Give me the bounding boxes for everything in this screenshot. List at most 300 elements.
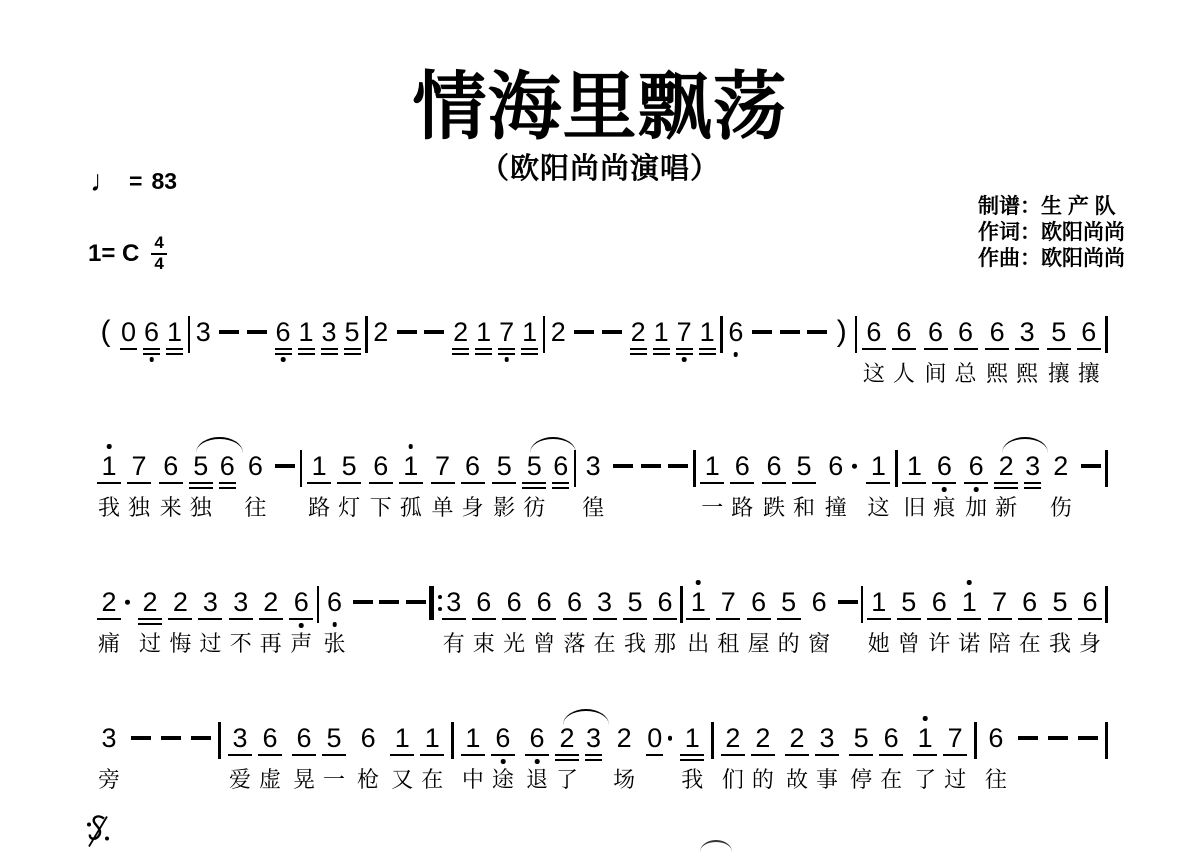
- lyric-syllable: 往: [244, 495, 267, 520]
- lyric-syllable: 中: [461, 767, 484, 792]
- note-token: 7: [673, 316, 696, 348]
- lyric-syllable: 不: [229, 631, 252, 656]
- note-token: 5 一: [323, 723, 346, 792]
- lyric-syllable: 痛: [97, 631, 120, 656]
- tempo-marking: [90, 164, 178, 198]
- note-token: 1 孤: [396, 450, 426, 520]
- note-token: 1: [298, 317, 314, 347]
- music-system-1: [94, 316, 1108, 386]
- note-token: 7 独: [127, 451, 150, 520]
- lyric-syllable: 灯: [338, 495, 361, 520]
- beam-group: [782, 722, 842, 792]
- credit-arranger: 制谱：生 产 队: [978, 195, 1116, 218]
- dash-bar: [424, 330, 444, 334]
- dash-note: [599, 316, 625, 348]
- beam-group: [899, 450, 959, 520]
- lyric-syllable: 在: [880, 767, 903, 792]
- note-token: 3 爱: [228, 723, 251, 792]
- dash-note: [272, 450, 298, 482]
- note-token: 1: [653, 317, 669, 347]
- lyric-syllable: 影: [493, 495, 516, 520]
- dash-note: [1078, 450, 1104, 482]
- beam-group: [289, 722, 349, 792]
- lyric-syllable: 伤: [1049, 495, 1072, 520]
- dash-bar: [397, 330, 417, 334]
- lyric-syllable: 了: [556, 767, 579, 792]
- octave-dot-below: [299, 623, 304, 628]
- note-token: 1 我: [681, 723, 704, 792]
- tempo-bpm: 83: [151, 168, 178, 194]
- dash-note: [394, 316, 420, 348]
- dash-bar: [668, 464, 688, 468]
- beam-group: [643, 722, 707, 792]
- credit-composer: 作曲：欧阳尚尚: [978, 247, 1125, 270]
- note-token: 6 虚: [258, 723, 281, 792]
- note-token: 3 在: [593, 587, 616, 656]
- lyric-syllable: 路: [308, 495, 331, 520]
- note-token: 5 的: [777, 587, 800, 656]
- barline: [218, 722, 221, 759]
- lyric-syllable: 痕: [933, 495, 956, 520]
- lyric-syllable: 攘: [1077, 361, 1100, 386]
- note-token: 6 许: [928, 587, 951, 656]
- beam-group: [859, 316, 919, 386]
- note-token: 6 在: [880, 723, 903, 792]
- note-token: 3 不: [229, 587, 252, 656]
- lyric-syllable: 爱: [228, 767, 251, 792]
- note-token: 3 徨: [582, 451, 605, 520]
- note-token: 0: [643, 722, 666, 754]
- note-token: 6 身: [461, 451, 484, 520]
- dash-note: [403, 586, 429, 618]
- barline: [1105, 316, 1108, 353]
- note-token: 6 退: [526, 723, 549, 792]
- note-token: 6 张: [323, 587, 346, 656]
- beam-group: [620, 586, 680, 656]
- barline: [693, 450, 696, 487]
- note-token: 0: [120, 317, 137, 347]
- note-token: 5 和: [792, 451, 815, 520]
- dash-note: [1075, 722, 1101, 754]
- note-token: 1: [699, 317, 715, 347]
- dash-bar: [780, 330, 800, 334]
- beam-group: [366, 450, 426, 520]
- beam-group: [759, 450, 819, 520]
- lyric-syllable: 那: [653, 631, 676, 656]
- dash-bar: [1018, 736, 1038, 740]
- dash-note: [610, 450, 636, 482]
- beam-group: [94, 450, 154, 520]
- credit-lyricist: 作词：欧阳尚尚: [978, 221, 1125, 244]
- lyric-syllable: 和: [792, 495, 815, 520]
- dash-note: [749, 316, 775, 348]
- beam-group: [439, 586, 499, 656]
- dash-note: [376, 586, 402, 618]
- octave-dot-below: [535, 759, 540, 764]
- song-subtitle: （欧阳尚尚演唱）: [479, 153, 720, 185]
- barline: [188, 316, 191, 353]
- octave-dot-below: [504, 357, 509, 362]
- beam-group: [458, 722, 518, 792]
- octave-dot-above: [923, 716, 928, 721]
- note-token: 1: [166, 317, 183, 347]
- lyric-syllable: 这: [862, 361, 885, 386]
- note-token: 5 独: [186, 450, 216, 520]
- note-token: 7: [495, 316, 518, 348]
- credits-block: [978, 194, 1125, 272]
- note-token: 6 晃: [293, 723, 316, 792]
- note-token: 7 单: [431, 451, 454, 520]
- lyric-syllable: 我: [1049, 631, 1072, 656]
- note-token: 6 光: [503, 587, 526, 656]
- beam-group: [165, 586, 225, 656]
- lyric-syllable: 独: [127, 495, 150, 520]
- note-token: 1 在: [421, 723, 444, 792]
- song-title: 情海里飘荡: [412, 65, 788, 148]
- lyric-syllable: 跌: [762, 495, 785, 520]
- note-token: 1 我: [94, 450, 124, 520]
- octave-dot-above: [409, 444, 414, 449]
- lyric-syllable: 虚: [258, 767, 281, 792]
- beam-group: [846, 722, 906, 792]
- note-token: 2 的: [751, 723, 774, 792]
- note-token: 6 人: [892, 317, 915, 386]
- augmentation-dot: [852, 464, 857, 469]
- beam-group: [982, 316, 1042, 386]
- lyric-syllable: 下: [369, 495, 392, 520]
- lyric-syllable: 场: [613, 767, 636, 792]
- note-token: 1 出: [683, 586, 713, 656]
- dash-note: [571, 316, 597, 348]
- note-token: 5 停: [850, 723, 873, 792]
- lyric-syllable: 过: [199, 631, 222, 656]
- lyric-syllable: 在: [1018, 631, 1041, 656]
- note-token: 3: [195, 317, 211, 347]
- note-token: 6 间: [924, 317, 947, 386]
- lyric-syllable: 我: [623, 631, 646, 656]
- key-label: 1= C: [88, 239, 140, 267]
- beam-group: [522, 722, 605, 792]
- octave-dot-above: [967, 580, 972, 585]
- beam-group: [1044, 316, 1104, 386]
- note-token: 2 故: [785, 723, 808, 792]
- dash-note: [665, 450, 691, 482]
- lyric-syllable: 一: [323, 767, 346, 792]
- barline: [855, 316, 858, 353]
- note-token: 6: [553, 451, 569, 481]
- dash-note: [835, 586, 861, 618]
- barline: [543, 316, 546, 353]
- note-token: 6 窗: [808, 587, 831, 656]
- lyric-syllable: 身: [461, 495, 484, 520]
- dash-bar: [247, 330, 267, 334]
- octave-dot-below: [149, 357, 154, 362]
- lyric-syllable: 声: [290, 631, 313, 656]
- note-token: 3 有: [442, 587, 465, 656]
- lyric-syllable: 孤: [399, 495, 422, 520]
- repeat-thick-bar: [429, 586, 434, 620]
- barline: [1105, 586, 1108, 623]
- lyric-syllable: 再: [259, 631, 282, 656]
- beam-group: [226, 586, 286, 656]
- octave-dot-below: [942, 487, 947, 492]
- note-token: 6 路: [731, 451, 754, 520]
- dash-bar: [752, 330, 772, 334]
- lyric-syllable: 陪: [988, 631, 1011, 656]
- note-token: 1 路: [308, 451, 331, 520]
- lyric-syllable: 退: [526, 767, 549, 792]
- note-token: 6 熙: [986, 317, 1009, 386]
- note-token: 1 她: [867, 587, 890, 656]
- note-token: 6 在: [1018, 587, 1041, 656]
- octave-dot-above: [696, 580, 701, 585]
- beam-group: [910, 722, 970, 792]
- lyric-syllable: 的: [777, 631, 800, 656]
- note-token: 5 攘: [1047, 317, 1070, 386]
- note-token: 6 下: [369, 451, 392, 520]
- note-token: 6 这: [862, 317, 885, 386]
- lyric-syllable: 窗: [808, 631, 831, 656]
- dash-bar: [807, 330, 827, 334]
- lyric-syllable: 在: [593, 631, 616, 656]
- dash-bar: [641, 464, 661, 468]
- lyric-syllable: 总: [954, 361, 977, 386]
- quarter-note-icon: ♩: [90, 164, 120, 198]
- beam-group: [94, 316, 186, 348]
- beam-group: [560, 586, 620, 656]
- lyric-syllable: 束: [472, 631, 495, 656]
- barline: [720, 316, 723, 353]
- note-token: 2: [453, 317, 469, 347]
- lyric-syllable: 身: [1079, 631, 1102, 656]
- barline: [895, 450, 898, 487]
- note-token: 6 屋: [747, 587, 770, 656]
- lyric-syllable: 有: [442, 631, 465, 656]
- lyric-syllable: 来: [159, 495, 182, 520]
- next-line-slur-fragment: [700, 840, 732, 852]
- note-token: 3 熙: [1016, 317, 1039, 386]
- note-token: 2: [550, 317, 566, 347]
- note-token: 3: [321, 317, 337, 347]
- barline: [974, 722, 977, 759]
- lyric-syllable: 悔: [169, 631, 192, 656]
- dash-bar: [1081, 464, 1101, 468]
- barline: [1105, 450, 1108, 487]
- note-token: 6 束: [472, 587, 495, 656]
- lyric-syllable: 攘: [1047, 361, 1070, 386]
- barline: [574, 450, 577, 487]
- note-token: 6 加: [965, 451, 988, 520]
- lyric-syllable: 在: [421, 767, 444, 792]
- note-token: 5: [344, 317, 360, 347]
- dash-note: [1045, 722, 1071, 754]
- lyric-syllable: 新: [995, 495, 1018, 520]
- lyric-syllable: 熙: [1016, 361, 1039, 386]
- key-signature: [88, 234, 167, 274]
- lyric-syllable: 熙: [986, 361, 1009, 386]
- dash-note: [350, 586, 376, 618]
- note-token: 2: [373, 317, 389, 347]
- dash-note: [421, 316, 447, 348]
- note-token: 3 旁: [97, 723, 120, 792]
- dash-bar: [379, 600, 399, 604]
- lyric-syllable: 人: [892, 361, 915, 386]
- note-token: 6 痕: [933, 451, 956, 520]
- note-token: 3: [1025, 451, 1041, 481]
- lyric-syllable: 张: [323, 631, 346, 656]
- beam-group: [627, 316, 719, 348]
- note-token: 6 落: [563, 587, 586, 656]
- lyric-syllable: 我: [97, 495, 120, 520]
- note-token: 6 身: [1079, 587, 1102, 656]
- note-token: 6 途: [491, 723, 514, 792]
- dash-bar: [353, 600, 373, 604]
- beam-group: [718, 722, 778, 792]
- lyric-syllable: 途: [491, 767, 514, 792]
- parenthesis: (: [100, 315, 111, 348]
- note-token: 7 过: [944, 723, 967, 792]
- lyric-syllable: 往: [984, 767, 1007, 792]
- note-token: 6: [272, 316, 295, 348]
- lyric-syllable: 光: [503, 631, 526, 656]
- dash-bar: [161, 736, 181, 740]
- time-signature-denominator: 4: [154, 254, 164, 274]
- dash-note: [804, 316, 830, 348]
- lyric-syllable: 又: [391, 767, 414, 792]
- note-token: 2 过: [138, 587, 161, 656]
- segno-icon: [85, 813, 111, 855]
- note-token: 2 了: [552, 722, 582, 792]
- dash-bar: [191, 736, 211, 740]
- beam-group: [744, 586, 804, 656]
- note-token: 2 再: [259, 587, 282, 656]
- octave-dot-above: [107, 444, 112, 449]
- note-token: 1 诺: [954, 586, 984, 656]
- octave-dot-below: [281, 357, 286, 362]
- dash-bar: [275, 464, 295, 468]
- music-system-4: [94, 722, 1108, 792]
- note-token: 3 事: [815, 723, 838, 792]
- lyric-syllable: 许: [928, 631, 951, 656]
- beam-group: [94, 586, 165, 656]
- lyric-syllable: 徨: [582, 495, 605, 520]
- lyric-syllable: 枪: [357, 767, 380, 792]
- lyric-syllable: 停: [850, 767, 873, 792]
- dash-note: [1015, 722, 1041, 754]
- note-token: 6: [140, 316, 163, 348]
- beam-group: [683, 586, 743, 656]
- note-token: 2 悔: [169, 587, 192, 656]
- lyric-syllable: 这: [867, 495, 890, 520]
- time-signature-numerator: 4: [151, 234, 166, 255]
- dash-note: [638, 450, 664, 482]
- lyric-syllable: 晃: [293, 767, 316, 792]
- dash-bar: [131, 736, 151, 740]
- note-token: 2 新: [991, 450, 1021, 520]
- note-token: 5 彷: [519, 450, 549, 520]
- barline: [300, 450, 303, 487]
- beam-group: [304, 450, 364, 520]
- note-token: 1 旧: [903, 451, 926, 520]
- note-token: 2 伤: [1049, 451, 1072, 520]
- octave-dot-below: [332, 622, 337, 627]
- dash-bar: [1048, 736, 1068, 740]
- lyric-syllable: 旧: [903, 495, 926, 520]
- beam-group: [985, 586, 1045, 656]
- note-token: 2 们: [721, 723, 744, 792]
- lyric-syllable: 过: [944, 767, 967, 792]
- beam-group: [428, 450, 488, 520]
- dash-note: [158, 722, 184, 754]
- beam-group: [489, 450, 572, 520]
- note-token: 2: [630, 317, 646, 347]
- beam-group: [272, 316, 364, 348]
- note-token: 7 陪: [988, 587, 1011, 656]
- note-token: 6 撞: [821, 450, 851, 520]
- note-token: 6: [724, 316, 747, 348]
- barline: [711, 722, 714, 759]
- note-token: 6 枪: [357, 723, 380, 792]
- music-system-3: [94, 586, 1108, 656]
- lyric-syllable: 曾: [897, 631, 920, 656]
- lyric-syllable: 独: [189, 495, 212, 520]
- note-token: 6 声: [290, 587, 313, 656]
- beam-group: [1045, 586, 1105, 656]
- barline: [365, 316, 368, 353]
- lyric-syllable: 一: [701, 495, 724, 520]
- note-token: 3 过: [199, 587, 222, 656]
- dash-note: [777, 316, 803, 348]
- beam-group: [921, 316, 981, 386]
- note-token: 5 曾: [897, 587, 920, 656]
- note-token: 6 往: [244, 451, 267, 520]
- lyric-syllable: 单: [431, 495, 454, 520]
- note-token: 3: [586, 723, 602, 753]
- beam-group: [697, 450, 757, 520]
- lyric-syllable: 加: [965, 495, 988, 520]
- lyric-syllable: 彷: [523, 495, 546, 520]
- beam-group: [924, 586, 984, 656]
- tempo-equals: =: [129, 168, 143, 194]
- octave-dot-below: [974, 487, 979, 492]
- beam-group: [156, 450, 239, 520]
- note-token: 1 一: [701, 451, 724, 520]
- dash-bar: [838, 600, 858, 604]
- lyric-syllable: 的: [751, 767, 774, 792]
- lyric-syllable: 过: [138, 631, 161, 656]
- note-token: 5 我: [1049, 587, 1072, 656]
- lyric-syllable: 曾: [533, 631, 556, 656]
- octave-dot-below: [501, 759, 506, 764]
- note-token: 6 跌: [762, 451, 785, 520]
- note-token: 1 又: [391, 723, 414, 792]
- note-token: 2 场: [613, 723, 636, 792]
- lyric-syllable: 撞: [824, 495, 847, 520]
- beam-group: [387, 722, 447, 792]
- lyric-syllable: 租: [717, 631, 740, 656]
- lyric-syllable: 屋: [747, 631, 770, 656]
- note-token: 1 了: [910, 722, 940, 792]
- dash-bar: [1078, 736, 1098, 740]
- lyric-syllable: 们: [721, 767, 744, 792]
- note-token: 6 曾: [533, 587, 556, 656]
- beam-group: [499, 586, 559, 656]
- beam-group: [961, 450, 1044, 520]
- note-token: 1 中: [461, 723, 484, 792]
- lyric-syllable: 事: [815, 767, 838, 792]
- dash-bar: [602, 330, 622, 334]
- note-token: 6 往: [984, 723, 1007, 792]
